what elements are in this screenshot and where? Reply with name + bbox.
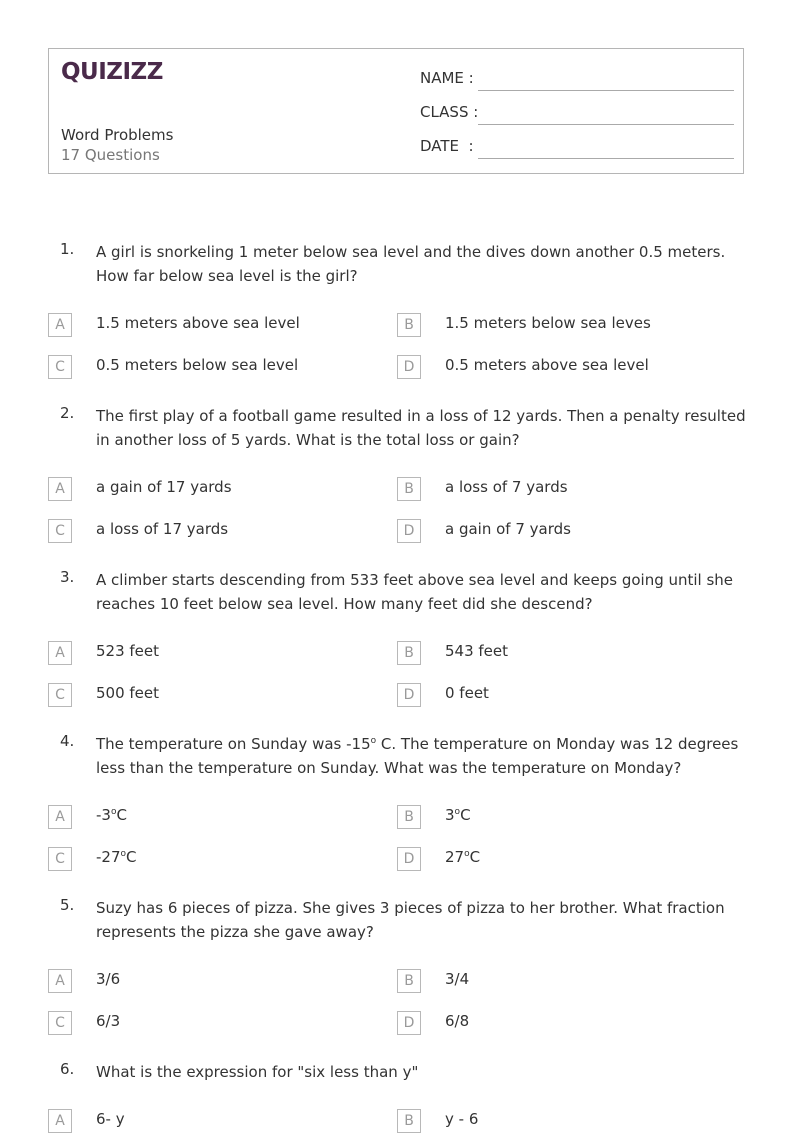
option-letter-box: B: [397, 1109, 421, 1133]
option-value: 3: [445, 806, 455, 824]
question-text: A girl is snorkeling 1 meter below sea level and the dives down another 0.5 meters. How far below sea level is the girl?: [96, 243, 726, 285]
option-unit: C: [116, 806, 127, 824]
question-number: 1.: [60, 240, 75, 258]
question-text: Suzy has 6 pieces of pizza. She gives 3 pieces of pizza to her brother. What fraction represents the pizza she gave away?: [96, 899, 725, 941]
option-text: [96, 848, 137, 866]
class-line[interactable]: [478, 124, 734, 125]
option-value: 27: [445, 848, 465, 866]
option-letter-box: C: [48, 355, 72, 379]
option-letter-box: D: [397, 519, 421, 543]
question-number: 4.: [60, 732, 75, 750]
option-letter-box: B: [397, 477, 421, 501]
option-letter-box: D: [397, 683, 421, 707]
name-label: NAME :: [420, 69, 474, 87]
date-label: DATE :: [420, 137, 474, 155]
option-letter-box: A: [48, 641, 72, 665]
option-letter-box: D: [397, 847, 421, 871]
degree-sup: o: [110, 807, 117, 817]
question-text: [96, 732, 746, 780]
option-letter-box: A: [48, 805, 72, 829]
question-number: 2.: [60, 404, 75, 422]
option-text: a gain of 17 yards: [96, 478, 232, 496]
option-value: -27: [96, 848, 121, 866]
name-field[interactable]: [420, 69, 734, 93]
option-text: [445, 806, 471, 824]
worksheet-header: [48, 48, 744, 174]
option-text: 3/6: [96, 970, 121, 988]
question-number: 5.: [60, 896, 75, 914]
date-field[interactable]: [420, 137, 734, 161]
option-text: 6/8: [445, 1012, 470, 1030]
option-letter-box: C: [48, 519, 72, 543]
option-text: 523 feet: [96, 642, 160, 660]
option-letter-box: C: [48, 683, 72, 707]
option-letter-box: A: [48, 313, 72, 337]
question-text: What is the expression for "six less than y": [96, 1063, 419, 1081]
option-letter-box: B: [397, 313, 421, 337]
option-letter-box: B: [397, 969, 421, 993]
question-count: 17 Questions: [61, 146, 160, 164]
option-text: 3/4: [445, 970, 470, 988]
worksheet-title: Word Problems: [61, 126, 174, 144]
option-unit: C: [460, 806, 471, 824]
question-text-part: C. The temperature on Monday was 12 degrees less than the temperature on Sunday. What was the temperature on Monday?: [96, 735, 739, 777]
option-text: 6/3: [96, 1012, 121, 1030]
degree-sup: o: [120, 849, 127, 859]
option-text: a loss of 17 yards: [96, 520, 229, 538]
question-text: The first play of a football game resulted in a loss of 12 yards. Then a penalty resulted in another loss of 5 yards. What is the total loss or gain?: [96, 407, 746, 449]
option-letter-box: A: [48, 477, 72, 501]
option-letter-box: B: [397, 805, 421, 829]
option-text: [96, 806, 127, 824]
quizizz-logo: QUIZIZZ: [61, 59, 163, 85]
option-letter-box: C: [48, 847, 72, 871]
option-unit: C: [469, 848, 481, 866]
option-text: 0.5 meters below sea level: [96, 356, 299, 374]
date-line[interactable]: [478, 158, 734, 159]
option-text: 543 feet: [445, 642, 509, 660]
option-text: 1.5 meters below sea leves: [445, 314, 651, 332]
option-text: 500 feet: [96, 684, 160, 702]
degree-sup: o: [464, 849, 470, 859]
option-letter-box: A: [48, 1109, 72, 1133]
option-text: [445, 848, 480, 866]
option-letter-box: D: [397, 355, 421, 379]
degree-sup: o: [370, 736, 377, 746]
option-letter-box: D: [397, 1011, 421, 1035]
degree-sup: o: [454, 807, 461, 817]
class-label: CLASS :: [420, 103, 479, 121]
option-text: a loss of 7 yards: [445, 478, 568, 496]
class-field[interactable]: [420, 103, 734, 127]
option-letter-box: C: [48, 1011, 72, 1035]
option-text: y - 6: [445, 1110, 479, 1128]
option-text: a gain of 7 yards: [445, 520, 571, 538]
option-letter-box: A: [48, 969, 72, 993]
option-text: 1.5 meters above sea level: [96, 314, 300, 332]
option-text: 0 feet: [445, 684, 489, 702]
option-unit: C: [126, 848, 137, 866]
question-text: A climber starts descending from 533 feet above sea level and keeps going until she reaches 10 feet below sea level. How many feet did she descend?: [96, 571, 734, 613]
question-number: 6.: [60, 1060, 75, 1078]
question-number: 3.: [60, 568, 75, 586]
name-line[interactable]: [478, 90, 734, 91]
option-text: 6- y: [96, 1110, 125, 1128]
option-letter-box: B: [397, 641, 421, 665]
option-value: -3: [96, 806, 111, 824]
question-text-part: The temperature on Sunday was -15: [96, 735, 371, 753]
option-text: 0.5 meters above sea level: [445, 356, 649, 374]
